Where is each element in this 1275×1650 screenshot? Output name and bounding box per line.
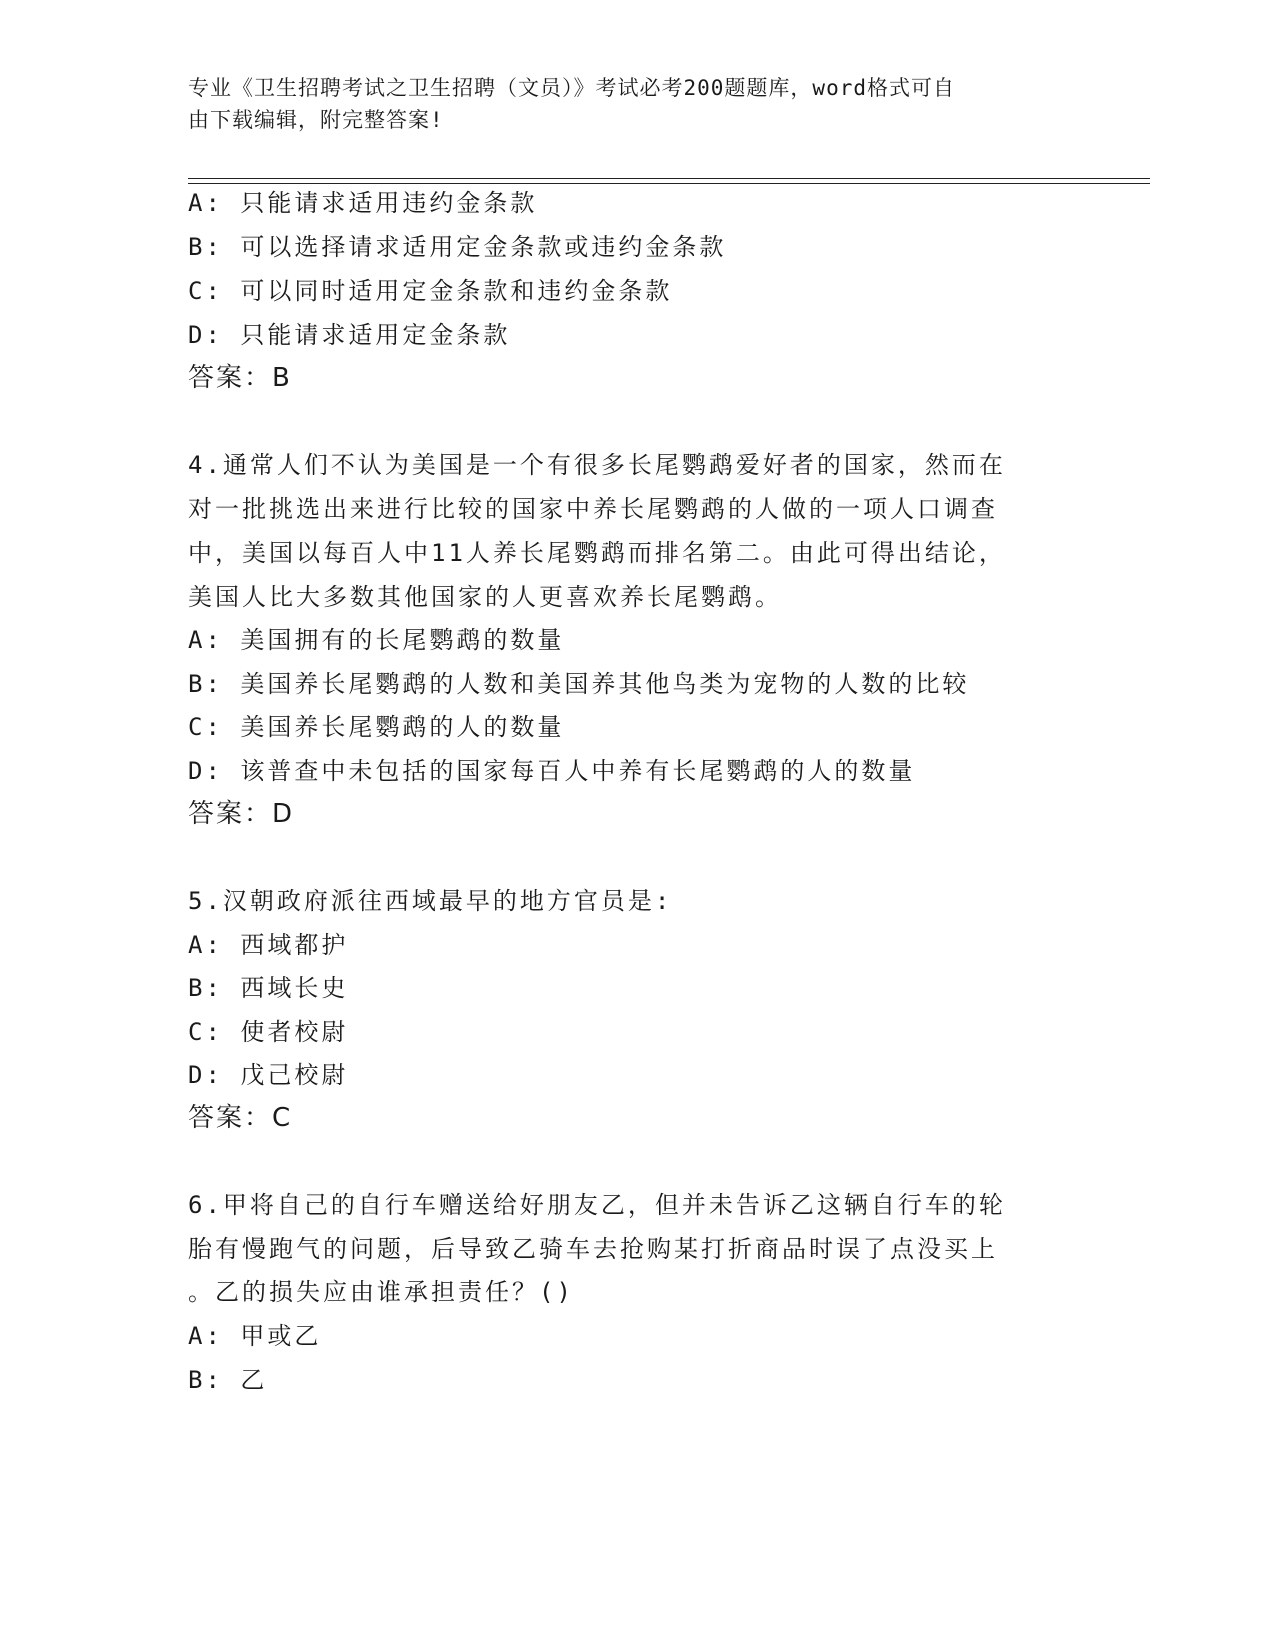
q4-answer: 答案：D [188,799,295,829]
q6-stem-line-2: 胎有慢跑气的问题，后导致乙骑车去抢购某打折商品时误了点没买上 [188,1235,998,1263]
q3-option-d: D: 只能请求适用定金条款 [188,321,511,349]
q4-option-a: A: 美国拥有的长尾鹦鹉的数量 [188,626,565,654]
q6-option-a: A: 甲或乙 [188,1322,322,1350]
q5-answer: 答案：C [188,1103,293,1133]
header-line-2: 由下载编辑，附完整答案! [188,108,444,132]
q3-answer: 答案：B [188,363,292,393]
header-line-1: 专业《卫生招聘考试之卫生招聘（文员）》考试必考200题题库，word格式可自 [188,76,955,100]
header-divider-top [188,178,1150,179]
q5-stem-line-1: 5.汉朝政府派往西域最早的地方官员是: [188,887,673,915]
q6-option-b: B: 乙 [188,1366,268,1394]
q4-option-d: D: 该普查中未包括的国家每百人中养有长尾鹦鹉的人的数量 [188,757,916,785]
q4-stem-line-4: 美国人比大多数其他国家的人更喜欢养长尾鹦鹉。 [188,583,782,611]
q4-option-c: C: 美国养长尾鹦鹉的人的数量 [188,713,565,741]
q4-stem-line-2: 对一批挑选出来进行比较的国家中养长尾鹦鹉的人做的一项人口调查 [188,495,998,523]
q5-option-c: C: 使者校尉 [188,1018,349,1046]
q5-option-d: D: 戊己校尉 [188,1061,349,1089]
q5-option-a: A: 西域都护 [188,931,349,959]
q4-stem-line-3: 中，美国以每百人中11人养长尾鹦鹉而排名第二。由此可得出结论， [188,539,1006,567]
document-header [188,72,1068,136]
q3-option-a: A: 只能请求适用违约金条款 [188,189,538,217]
q6-stem-line-3: 。乙的损失应由谁承担责任？() [188,1278,574,1306]
q3-option-c: C: 可以同时适用定金条款和违约金条款 [188,277,673,305]
header-divider-bottom [188,183,1150,184]
q5-option-b: B: 西域长史 [188,974,349,1002]
q6-stem-line-1: 6.甲将自己的自行车赠送给好朋友乙，但并未告诉乙这辆自行车的轮 [188,1191,1006,1219]
q3-option-b: B: 可以选择请求适用定金条款或违约金条款 [188,233,727,261]
q4-stem-line-1: 4.通常人们不认为美国是一个有很多长尾鹦鹉爱好者的国家，然而在 [188,451,1006,479]
q4-option-b: B: 美国养长尾鹦鹉的人数和美国养其他鸟类为宠物的人数的比较 [188,670,970,698]
